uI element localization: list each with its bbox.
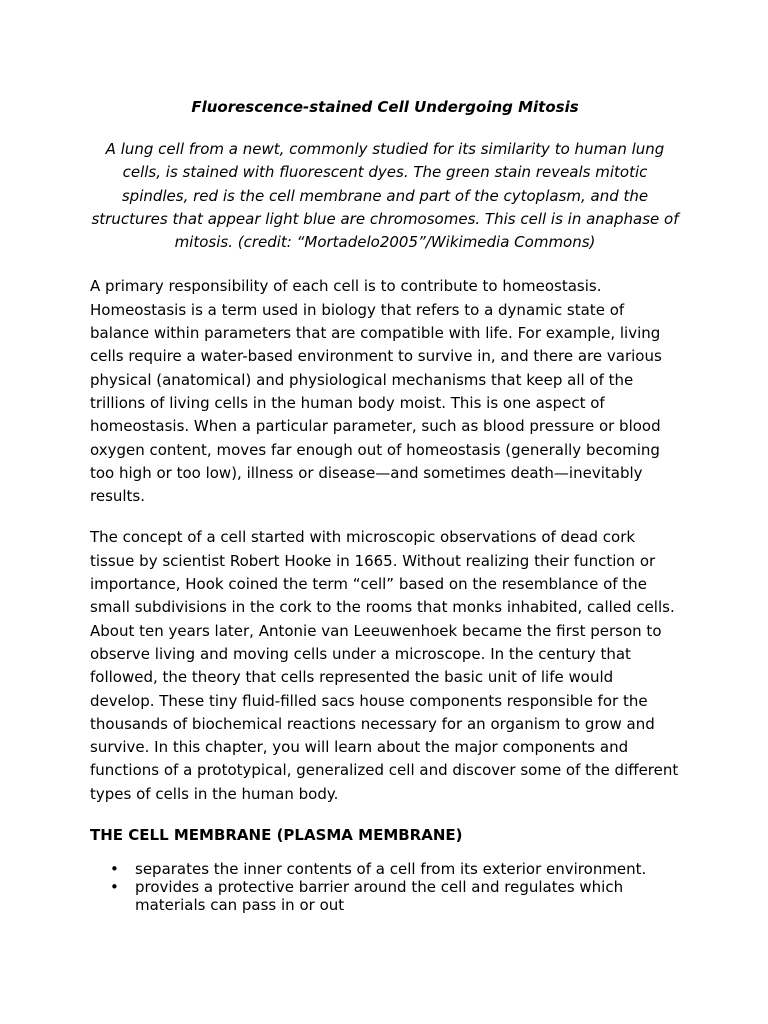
figure-caption: A lung cell from a newt, commonly studied for its similarity to human lung cells, is stained with fluorescent dyes. The green stain reveals mitotic spindles, red is the cell membrane and part of the cytoplasm, and the structures that appear light blue are chromosomes. This cell is in anaphase of mitosis. (credit: “Mortadelo2005”/Wikimedia Commons) [91,140,679,252]
list-item-text: separates the inner contents of a cell from its exterior environment. [135,860,647,879]
bullet-icon: • [110,860,119,879]
bullet-list [90,860,680,914]
paragraph-homeostasis: A primary responsibility of each cell is to contribute to homeostasis. Homeostasis is a term used in biology that refers to a dynamic state of balance within parameters that are compatible with life. For example, living cells require a water-based environment to survive in, and there are various physical (anatomical) and physiological mechanisms that keep all of the trillions of living cells in the human body moist. This is one aspect of homeostasis. When a particular parameter, such as blood pressure or blood oxygen content, moves far enough out of homeostasis (generally becoming too high or too low), illness or disease—and sometimes death—inevitably results. [90,277,662,506]
document-page [90,96,680,914]
list-item [90,860,680,878]
list-item [90,878,680,914]
section-heading: THE CELL MEMBRANE (PLASMA MEMBRANE) [90,826,463,845]
paragraph-cell-history: The concept of a cell started with microscopic observations of dead cork tissue by scientist Robert Hooke in 1665. Without realizing their function or importance, Hook coined the term “cell” based on the resemblance of the small subdivisions in the cork to the rooms that monks inhabited, called cells. About ten years later, Antonie van Leeuwenhoek became the first person to observe living and moving cells under a microscope. In the century that followed, the theory that cells represented the basic unit of life would develop. These tiny fluid-filled sacs house components responsible for the thousands of biochemical reactions necessary for an organism to grow and survive. In this chapter, you will learn about the major components and functions of a prototypical, generalized cell and discover some of the different types of cells in the human body. [90,528,679,803]
list-item-text: provides a protective barrier around the cell and regulates which materials can pass in or out [135,878,624,915]
document-title: Fluorescence-stained Cell Undergoing Mitosis [191,98,579,116]
bullet-icon: • [110,878,119,897]
